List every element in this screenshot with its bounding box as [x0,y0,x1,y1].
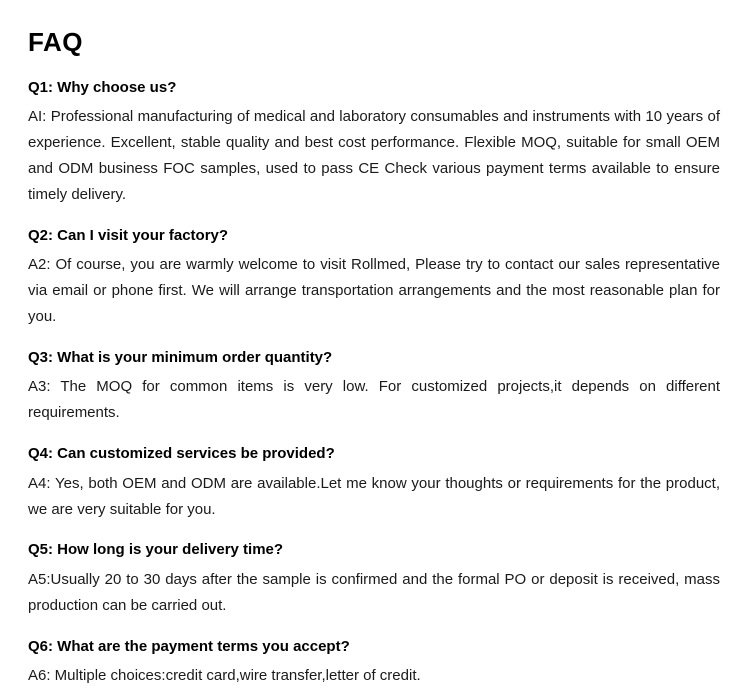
faq-list [28,77,722,689]
faq-answer: A6: Multiple choices:credit card,wire transfer,letter of credit. [28,667,421,685]
faq-question: Q3: What is your minimum order quantity? [28,348,333,366]
faq-item [28,636,722,689]
faq-item [28,347,722,426]
faq-question: Q5: How long is your delivery time? [28,541,284,559]
faq-question: Q1: Why choose us? [28,78,177,96]
faq-item [28,539,722,618]
faq-answer: A4: Yes, both OEM and ODM are available.Let me know your thoughts or requirements for the product, we are very suitable for you. [28,474,720,518]
faq-item [28,443,722,522]
faq-question: Q4: Can customized services be provided? [28,445,335,463]
faq-question: Q6: What are the payment terms you accept? [28,637,350,655]
faq-answer: A2: Of course, you are warmly welcome to visit Rollmed, Please try to contact our sales representative via email or phone first. We will arrange transportation arrangements and the most reasonable plan for you. [28,256,720,325]
faq-answer: AI: Professional manufacturing of medical and laboratory consumables and instruments with 10 years of experience. Excellent, stable quality and best cost performance. Flexible MOQ, suitable for small OEM and ODM business FOC samples, used to pass CE Check various payment terms available to ensure timely delivery. [28,108,720,203]
faq-item [28,225,722,330]
faq-item [28,77,722,208]
page-title: FAQ [28,27,83,57]
faq-answer: A5:Usually 20 to 30 days after the sample is confirmed and the formal PO or deposit is received, mass production can be carried out. [28,571,720,614]
faq-question: Q2: Can I visit your factory? [28,226,229,244]
faq-answer: A3: The MOQ for common items is very low. For customized projects,it depends on different requirements. [28,378,720,422]
